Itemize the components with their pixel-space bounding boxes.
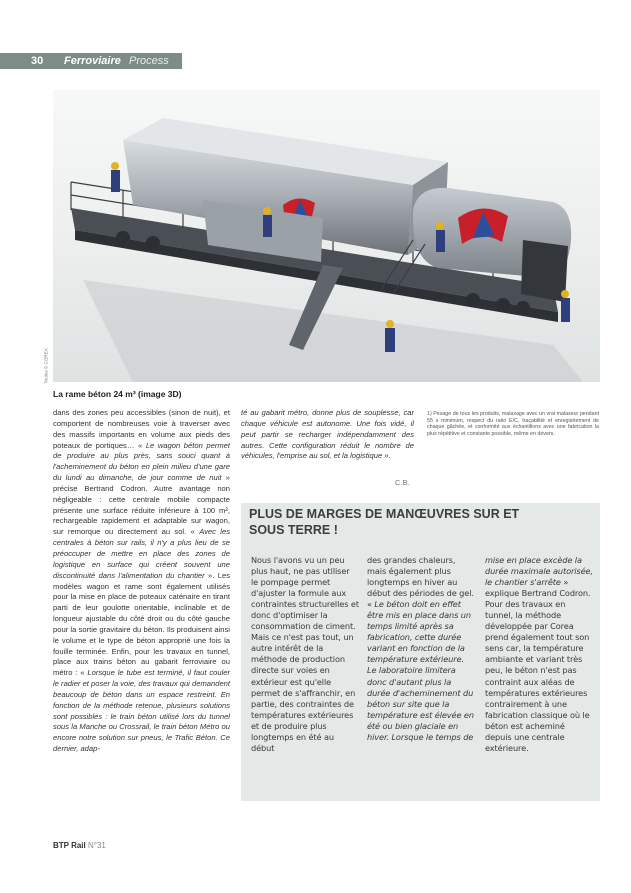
sidebar-box: [241, 503, 600, 801]
text-run: mise en place excède la durée maximale autorisée, le chantier s'arrête: [485, 555, 593, 588]
sidebar-column-1: Nous l'avons vu un peu plus haut, ne pas utiliser le pompage permet d'ajuster la formule aux contraintes structurelles et donc d'optimiser la consommation de ciment. Mais ce n'est pas tout, un autre intérêt de la méthode de production directe sur voies en extérieur est qu'elle permet de s'affranchir, en partie, des contraintes de températures extérieures et de produire plus longtemps en été au début: [251, 555, 359, 753]
author-signature: C.B.: [395, 478, 410, 487]
subsection-title: Process: [129, 55, 169, 67]
text-run: Avec les centrales à béton sur rails, il n'y a plus lieu de se préoccuper de mettre en place des zones de logistique en surface qui créent souvent une discontinuité dans l'alimentation du chantier: [53, 527, 230, 580]
page-number: 30: [31, 55, 44, 67]
sidebar-column-2: [367, 555, 475, 743]
text-run: ». Les modèles wagon et rame sont également utilisés pour la mise en place de poteaux caténaire en tirant parti de leur goulotte orientable, inclinable et de longueur ajustable du côté droit ou du côté gauche pour la sortie gravitaire du béton. Ils produisent ainsi le volume et le type de béton approprié une fois la fouille terminée. Enfin, pour les travaux en tunnel, place aux trains béton au gabarit ferroviaire ou métro : «: [53, 570, 230, 678]
magazine-name: BTP Rail: [53, 841, 86, 850]
text-run: » précise Bertrand Codron. Autre avantage non négligeable : cette centrale mobile compacte présente une surface réduite inférieure à 100 m², rechargeable rapidement et adaptable sur wagon, sur remorque ou directement au sol. «: [53, 473, 230, 537]
text-run: dans des zones peu accessibles (sinon de nuit), et comportent de nombreuses voie à traverser avec des massifs importants en volume aux pieds des poteaux de portiques… «: [53, 408, 230, 450]
photo-caption: La rame béton 24 m³ (image 3D): [53, 389, 182, 399]
text-run: » explique Bertrand Codron. Pour des travaux en tunnel, la méthode développée par Corea prend également tout son sens car, la température ambiante et variant très peu, le béton n'est pas contraint aux aléas de températures extérieures contrairement à une fabrication classique où le béton est acheminé depuis une centrale extérieure.: [485, 577, 591, 753]
text-run: Le wagon béton permet de produire au plus près, sans souci quant à l'acheminement du béton en plein milieu d'une gare du lundi au dimanche, de jour comme de nuit: [53, 440, 231, 483]
photo-credit: Toutes © COREA: [43, 348, 49, 384]
article-column-1: [53, 408, 230, 755]
section-title: Ferroviaire: [64, 55, 121, 67]
sidebar-box-title: PLUS DE MARGES DE MANŒUVRES SUR ET SOUS TERRE !: [249, 507, 520, 537]
text-run: des grandes chaleurs, mais également plus longtemps en hiver au début des périodes de gel. «: [367, 555, 474, 610]
article-column-2: [241, 408, 414, 462]
article-column-2-text: té au gabarit métro, donne plus de souplesse, car chaque véhicule est autonome. Une fois vidé, il peut partir se recharger indépendamment des autres. Cette configuration réduit le nombre de véhicules, l'emprise au sol, et la logistique ».: [241, 408, 414, 461]
sidebar-column-3: [485, 555, 593, 754]
text-run: Le béton doit en effet être mis en place dans un temps limité après sa fabrication, cette durée variant en fonction de la température extérieure. Le laboratoire limitera donc d'autant plus la durée d'acheminement du béton sur site que la température est élevée en été ou bien glaciale en hiver. Lorsque le temps de: [367, 599, 474, 742]
concrete-train-3d-image: [53, 90, 600, 382]
section-header-band: [0, 53, 182, 69]
concrete-train-illustration: [53, 90, 600, 382]
text-run: Lorsque le tube est terminé, il faut couler le radier et poser la voie, des travaux qui demandent beaucoup de béton dans un espace restreint. En fonction de la méthode retenue, plusieurs solutions sont possibles : le train béton utilisé lors du tunnel sous la Manche ou Crossrail, le train béton Métro ou encore notre solution sur pneus, le Trafic Béton. Ce dernier, adap-: [53, 668, 231, 754]
footnote: 1) Pesage de tous les produits, malaxage avec un vrai malaxeur pendant 55 s minimum, respect du ratio E/C, traçabilité et enregistrement de chaque gâchée, et conformité aux échantillons avec une fabrication la plus répétitive et constante possible, même en dévers.: [427, 411, 599, 437]
issue-number: N°31: [87, 841, 106, 850]
page-footer: [53, 841, 106, 850]
